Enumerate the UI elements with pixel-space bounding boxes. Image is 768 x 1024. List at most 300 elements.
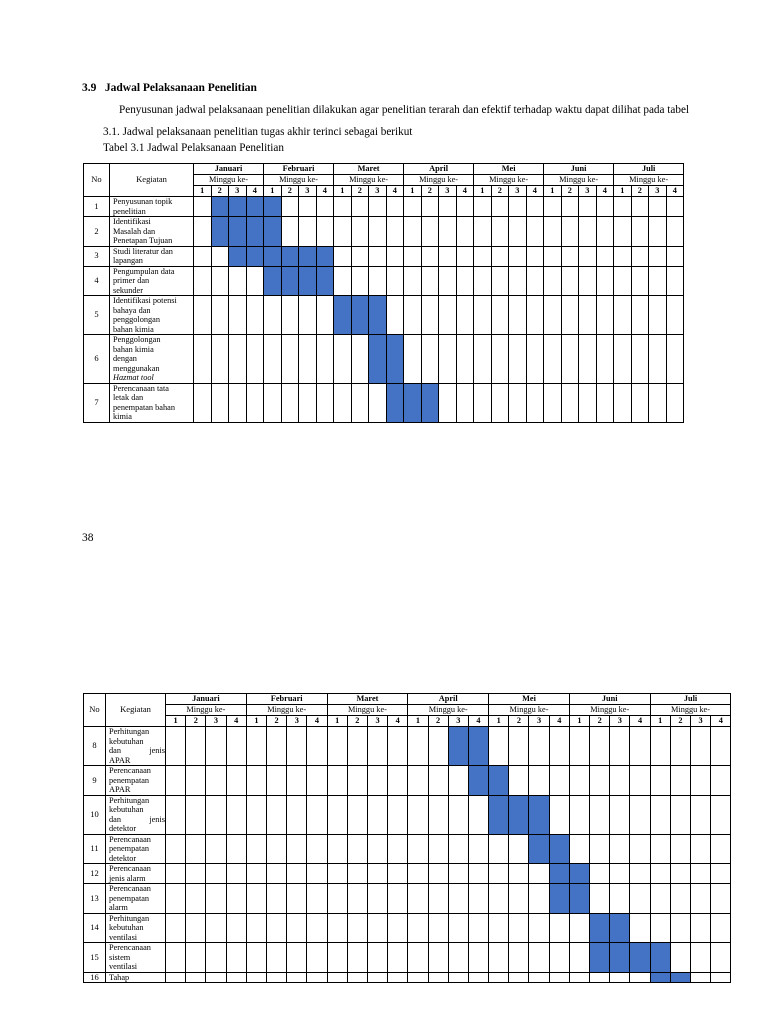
- schedule-cell: [334, 335, 352, 384]
- schedule-bar-cell: [650, 972, 670, 983]
- section-heading: [82, 82, 257, 94]
- schedule-cell: [561, 246, 579, 266]
- table-row: [84, 834, 731, 864]
- row-number: 12: [84, 864, 106, 884]
- table-row: [84, 296, 684, 335]
- row-number: 1: [84, 197, 110, 217]
- section-number: 3.9: [82, 82, 97, 94]
- schedule-bar-cell: [569, 864, 589, 884]
- activity-line: kebutuhan: [109, 736, 144, 746]
- week-number-header: 1: [194, 186, 212, 197]
- schedule-cell: [670, 795, 690, 834]
- schedule-cell: [666, 383, 684, 422]
- week-number-header: 1: [474, 186, 492, 197]
- schedule-cell: [631, 335, 649, 384]
- schedule-cell: [367, 972, 387, 983]
- week-number-header: 4: [386, 186, 404, 197]
- schedule-cell: [194, 217, 212, 247]
- schedule-cell: [468, 972, 488, 983]
- activity-line: Masalah dan: [113, 226, 156, 236]
- activity-line: primer dan: [113, 276, 150, 285]
- week-number-header: 3: [691, 716, 711, 727]
- schedule-cell: [439, 217, 457, 247]
- schedule-bar-cell: [670, 972, 690, 983]
- activity-line: Identifikasi potensi: [113, 296, 177, 305]
- schedule-table-1: [83, 163, 684, 423]
- schedule-cell: [650, 864, 670, 884]
- activity-cell: [106, 972, 166, 983]
- week-number-header: 2: [590, 716, 610, 727]
- schedule-cell: [509, 335, 527, 384]
- activity-line: Penggolongan: [113, 335, 161, 344]
- schedule-cell: [526, 197, 544, 217]
- schedule-cell: [206, 943, 226, 973]
- schedule-cell: [549, 913, 569, 943]
- schedule-bar-cell: [549, 864, 569, 884]
- week-number-header: 3: [610, 716, 630, 727]
- schedule-cell: [226, 834, 246, 864]
- schedule-cell: [630, 795, 650, 834]
- schedule-cell: [206, 884, 226, 914]
- schedule-cell: [347, 834, 367, 864]
- schedule-cell: [246, 266, 264, 296]
- week-number-header: 1: [650, 716, 670, 727]
- schedule-cell: [246, 943, 266, 973]
- schedule-bar-cell: [386, 335, 404, 384]
- schedule-cell: [610, 727, 630, 766]
- schedule-cell: [439, 296, 457, 335]
- schedule-cell: [590, 795, 610, 834]
- table-row: [84, 795, 731, 834]
- schedule-cell: [509, 884, 529, 914]
- table-row: [84, 913, 731, 943]
- schedule-cell: [630, 972, 650, 983]
- schedule-cell: [369, 246, 387, 266]
- schedule-cell: [166, 884, 186, 914]
- schedule-cell: [590, 972, 610, 983]
- schedule-cell: [186, 943, 206, 973]
- schedule-cell: [327, 884, 347, 914]
- schedule-cell: [211, 335, 229, 384]
- activity-cell: [110, 383, 194, 422]
- schedule-cell: [544, 383, 562, 422]
- schedule-cell: [246, 884, 266, 914]
- schedule-cell: [491, 217, 509, 247]
- week-number-header: 1: [327, 716, 347, 727]
- schedule-cell: [711, 913, 731, 943]
- schedule-cell: [590, 766, 610, 796]
- schedule-bar-cell: [468, 727, 488, 766]
- week-label-header: Minggu ke-: [650, 705, 731, 716]
- row-number: 5: [84, 296, 110, 335]
- schedule-cell: [596, 296, 614, 335]
- week-number-header: 4: [549, 716, 569, 727]
- schedule-cell: [369, 197, 387, 217]
- schedule-cell: [351, 335, 369, 384]
- schedule-cell: [316, 217, 334, 247]
- schedule-cell: [281, 296, 299, 335]
- week-label-header: Minggu ke-: [569, 705, 650, 716]
- schedule-cell: [526, 296, 544, 335]
- week-label-header: Minggu ke-: [246, 705, 327, 716]
- schedule-cell: [579, 335, 597, 384]
- schedule-cell: [456, 296, 474, 335]
- schedule-cell: [404, 266, 422, 296]
- schedule-cell: [316, 296, 334, 335]
- activity-line: Perhitungan: [109, 795, 150, 805]
- schedule-cell: [206, 834, 226, 864]
- activity-line: penempatan: [109, 844, 150, 853]
- schedule-bar-cell: [281, 246, 299, 266]
- schedule-cell: [316, 197, 334, 217]
- schedule-cell: [614, 296, 632, 335]
- column-header-no: No: [84, 164, 110, 197]
- schedule-cell: [579, 246, 597, 266]
- schedule-bar-cell: [610, 913, 630, 943]
- schedule-cell: [569, 834, 589, 864]
- schedule-cell: [474, 246, 492, 266]
- schedule-cell: [369, 383, 387, 422]
- schedule-cell: [590, 884, 610, 914]
- schedule-cell: [666, 217, 684, 247]
- schedule-cell: [186, 727, 206, 766]
- schedule-cell: [166, 795, 186, 834]
- week-number-header: 1: [246, 716, 266, 727]
- schedule-cell: [666, 197, 684, 217]
- activity-line: ventilasi: [109, 962, 138, 971]
- schedule-cell: [474, 217, 492, 247]
- schedule-cell: [489, 727, 509, 766]
- week-label-header: Minggu ke-: [334, 175, 404, 186]
- schedule-cell: [544, 335, 562, 384]
- schedule-bar-cell: [264, 217, 282, 247]
- week-number-header: 4: [316, 186, 334, 197]
- schedule-cell: [569, 727, 589, 766]
- schedule-cell: [327, 795, 347, 834]
- schedule-cell: [287, 972, 307, 983]
- schedule-cell: [388, 943, 408, 973]
- activity-line: Perencanaan: [109, 834, 151, 844]
- schedule-cell: [264, 335, 282, 384]
- row-number: 14: [84, 913, 106, 943]
- schedule-cell: [456, 197, 474, 217]
- schedule-cell: [489, 943, 509, 973]
- schedule-cell: [206, 766, 226, 796]
- table-row: [84, 864, 731, 884]
- schedule-cell: [307, 943, 327, 973]
- schedule-cell: [334, 383, 352, 422]
- schedule-cell: [428, 834, 448, 864]
- schedule-bar-cell: [590, 943, 610, 973]
- schedule-cell: [386, 217, 404, 247]
- schedule-cell: [327, 834, 347, 864]
- schedule-cell: [596, 335, 614, 384]
- activity-line: Studi literatur dan: [113, 246, 173, 256]
- schedule-cell: [456, 266, 474, 296]
- activity-line: APAR: [109, 755, 131, 765]
- schedule-cell: [367, 884, 387, 914]
- schedule-bar-cell: [211, 217, 229, 247]
- activity-line: Pengumpulan data: [113, 266, 175, 276]
- schedule-cell: [448, 864, 468, 884]
- week-number-header: 1: [404, 186, 422, 197]
- schedule-cell: [670, 864, 690, 884]
- table-row: [84, 246, 684, 266]
- activity-line: dan jenis: [109, 814, 165, 824]
- schedule-cell: [194, 246, 212, 266]
- row-number: 9: [84, 766, 106, 796]
- schedule-cell: [666, 246, 684, 266]
- schedule-cell: [474, 266, 492, 296]
- schedule-cell: [388, 884, 408, 914]
- month-header: Januari: [166, 694, 247, 705]
- schedule-bar-cell: [264, 266, 282, 296]
- week-label-header: Minggu ke-: [327, 705, 408, 716]
- schedule-cell: [569, 766, 589, 796]
- schedule-cell: [468, 943, 488, 973]
- table-caption: Tabel 3.1 Jadwal Pelaksanaan Penelitian: [103, 142, 284, 154]
- schedule-cell: [166, 864, 186, 884]
- schedule-cell: [544, 266, 562, 296]
- schedule-cell: [439, 266, 457, 296]
- schedule-cell: [166, 834, 186, 864]
- schedule-cell: [211, 296, 229, 335]
- schedule-cell: [367, 864, 387, 884]
- schedule-cell: [367, 943, 387, 973]
- schedule-cell: [421, 296, 439, 335]
- month-header: Februari: [264, 164, 334, 175]
- schedule-cell: [367, 766, 387, 796]
- schedule-cell: [569, 913, 589, 943]
- schedule-cell: [630, 727, 650, 766]
- activity-cell: [106, 766, 166, 796]
- schedule-cell: [509, 217, 527, 247]
- schedule-cell: [529, 766, 549, 796]
- month-header: Juni: [569, 694, 650, 705]
- activity-line: detektor: [109, 853, 137, 863]
- schedule-cell: [509, 296, 527, 335]
- schedule-cell: [266, 913, 286, 943]
- schedule-cell: [206, 913, 226, 943]
- schedule-cell: [489, 972, 509, 983]
- schedule-bar-cell: [630, 943, 650, 973]
- schedule-cell: [630, 864, 650, 884]
- schedule-cell: [489, 884, 509, 914]
- month-header: Januari: [194, 164, 264, 175]
- schedule-cell: [266, 972, 286, 983]
- schedule-cell: [246, 383, 264, 422]
- month-header: Maret: [334, 164, 404, 175]
- schedule-cell: [561, 217, 579, 247]
- schedule-cell: [614, 197, 632, 217]
- schedule-cell: [404, 335, 422, 384]
- activity-line: bahan kimia: [113, 344, 154, 354]
- activity-line: Perencanaan: [109, 864, 151, 873]
- schedule-cell: [351, 246, 369, 266]
- schedule-cell: [448, 834, 468, 864]
- schedule-cell: [561, 383, 579, 422]
- schedule-cell: [327, 727, 347, 766]
- activity-line: Perencanaan: [109, 884, 151, 893]
- week-number-header: 2: [561, 186, 579, 197]
- schedule-cell: [569, 943, 589, 973]
- week-number-header: 4: [526, 186, 544, 197]
- activity-line: Perencanaan: [109, 943, 151, 952]
- schedule-cell: [186, 864, 206, 884]
- schedule-cell: [226, 795, 246, 834]
- schedule-bar-cell: [211, 197, 229, 217]
- week-number-header: 3: [287, 716, 307, 727]
- schedule-cell: [428, 943, 448, 973]
- activity-cell: [110, 266, 194, 296]
- schedule-cell: [226, 766, 246, 796]
- schedule-cell: [408, 727, 428, 766]
- schedule-cell: [287, 766, 307, 796]
- schedule-cell: [246, 766, 266, 796]
- week-number-header: 1: [489, 716, 509, 727]
- schedule-cell: [630, 884, 650, 914]
- schedule-cell: [631, 296, 649, 335]
- schedule-cell: [388, 972, 408, 983]
- activity-line: jenis alarm: [109, 873, 146, 883]
- schedule-cell: [166, 913, 186, 943]
- schedule-cell: [226, 943, 246, 973]
- schedule-cell: [327, 913, 347, 943]
- row-number: 15: [84, 943, 106, 973]
- schedule-cell: [428, 766, 448, 796]
- week-number-header: 2: [428, 716, 448, 727]
- schedule-cell: [448, 913, 468, 943]
- schedule-cell: [246, 795, 266, 834]
- week-number-header: 4: [666, 186, 684, 197]
- schedule-cell: [691, 795, 711, 834]
- week-number-header: 4: [468, 716, 488, 727]
- activity-cell: [106, 913, 166, 943]
- activity-line: Hazmat tool: [113, 373, 154, 382]
- schedule-cell: [630, 834, 650, 864]
- row-number: 2: [84, 217, 110, 247]
- schedule-cell: [388, 766, 408, 796]
- week-number-header: 4: [246, 186, 264, 197]
- activity-line: penggolongan: [113, 315, 161, 324]
- activity-line: bahan kimia: [113, 324, 154, 334]
- schedule-cell: [666, 335, 684, 384]
- schedule-cell: [561, 197, 579, 217]
- schedule-cell: [307, 864, 327, 884]
- schedule-cell: [226, 913, 246, 943]
- schedule-cell: [307, 834, 327, 864]
- table-row: [84, 884, 731, 914]
- schedule-cell: [421, 197, 439, 217]
- schedule-bar-cell: [404, 383, 422, 422]
- schedule-cell: [369, 266, 387, 296]
- schedule-cell: [264, 383, 282, 422]
- schedule-cell: [327, 943, 347, 973]
- schedule-cell: [186, 884, 206, 914]
- schedule-cell: [610, 864, 630, 884]
- week-number-header: 3: [369, 186, 387, 197]
- activity-cell: [106, 884, 166, 914]
- schedule-bar-cell: [229, 246, 247, 266]
- schedule-cell: [206, 972, 226, 983]
- month-header: Juni: [544, 164, 614, 175]
- schedule-cell: [590, 727, 610, 766]
- schedule-cell: [299, 383, 317, 422]
- schedule-bar-cell: [229, 197, 247, 217]
- month-header: Juli: [650, 694, 731, 705]
- schedule-cell: [246, 335, 264, 384]
- week-label-header: Minggu ke-: [404, 175, 474, 186]
- schedule-cell: [327, 972, 347, 983]
- schedule-cell: [630, 766, 650, 796]
- activity-line: Perhitungan: [109, 913, 150, 923]
- week-number-header: 3: [509, 186, 527, 197]
- schedule-cell: [299, 217, 317, 247]
- schedule-cell: [166, 972, 186, 983]
- schedule-bar-cell: [299, 246, 317, 266]
- schedule-cell: [421, 246, 439, 266]
- schedule-cell: [408, 864, 428, 884]
- month-header: April: [408, 694, 489, 705]
- schedule-cell: [610, 884, 630, 914]
- schedule-cell: [456, 217, 474, 247]
- schedule-cell: [229, 266, 247, 296]
- schedule-cell: [264, 296, 282, 335]
- table-row: [84, 972, 731, 983]
- schedule-cell: [649, 217, 667, 247]
- table-row: [84, 943, 731, 973]
- week-number-header: 4: [630, 716, 650, 727]
- schedule-bar-cell: [529, 834, 549, 864]
- schedule-cell: [691, 913, 711, 943]
- activity-cell: [106, 943, 166, 973]
- schedule-cell: [246, 727, 266, 766]
- schedule-cell: [316, 335, 334, 384]
- schedule-bar-cell: [334, 296, 352, 335]
- schedule-cell: [526, 246, 544, 266]
- schedule-cell: [428, 972, 448, 983]
- schedule-cell: [194, 335, 212, 384]
- schedule-cell: [299, 335, 317, 384]
- schedule-cell: [439, 197, 457, 217]
- schedule-cell: [334, 246, 352, 266]
- schedule-cell: [287, 943, 307, 973]
- schedule-cell: [474, 296, 492, 335]
- activity-line: ventilasi: [109, 932, 138, 942]
- schedule-cell: [421, 266, 439, 296]
- schedule-cell: [526, 383, 544, 422]
- activity-line: penempatan bahan: [113, 402, 175, 412]
- month-header: Maret: [327, 694, 408, 705]
- schedule-cell: [630, 913, 650, 943]
- activity-line: penelitian: [113, 206, 146, 216]
- schedule-bar-cell: [549, 834, 569, 864]
- week-number-header: 3: [299, 186, 317, 197]
- schedule-bar-cell: [246, 246, 264, 266]
- schedule-bar-cell: [264, 197, 282, 217]
- schedule-cell: [691, 972, 711, 983]
- schedule-cell: [650, 795, 670, 834]
- schedule-cell: [166, 727, 186, 766]
- schedule-bar-cell: [281, 266, 299, 296]
- schedule-cell: [711, 834, 731, 864]
- schedule-cell: [491, 296, 509, 335]
- activity-line: penempatan: [109, 893, 150, 903]
- schedule-cell: [266, 864, 286, 884]
- schedule-cell: [439, 383, 457, 422]
- schedule-cell: [347, 766, 367, 796]
- schedule-cell: [491, 266, 509, 296]
